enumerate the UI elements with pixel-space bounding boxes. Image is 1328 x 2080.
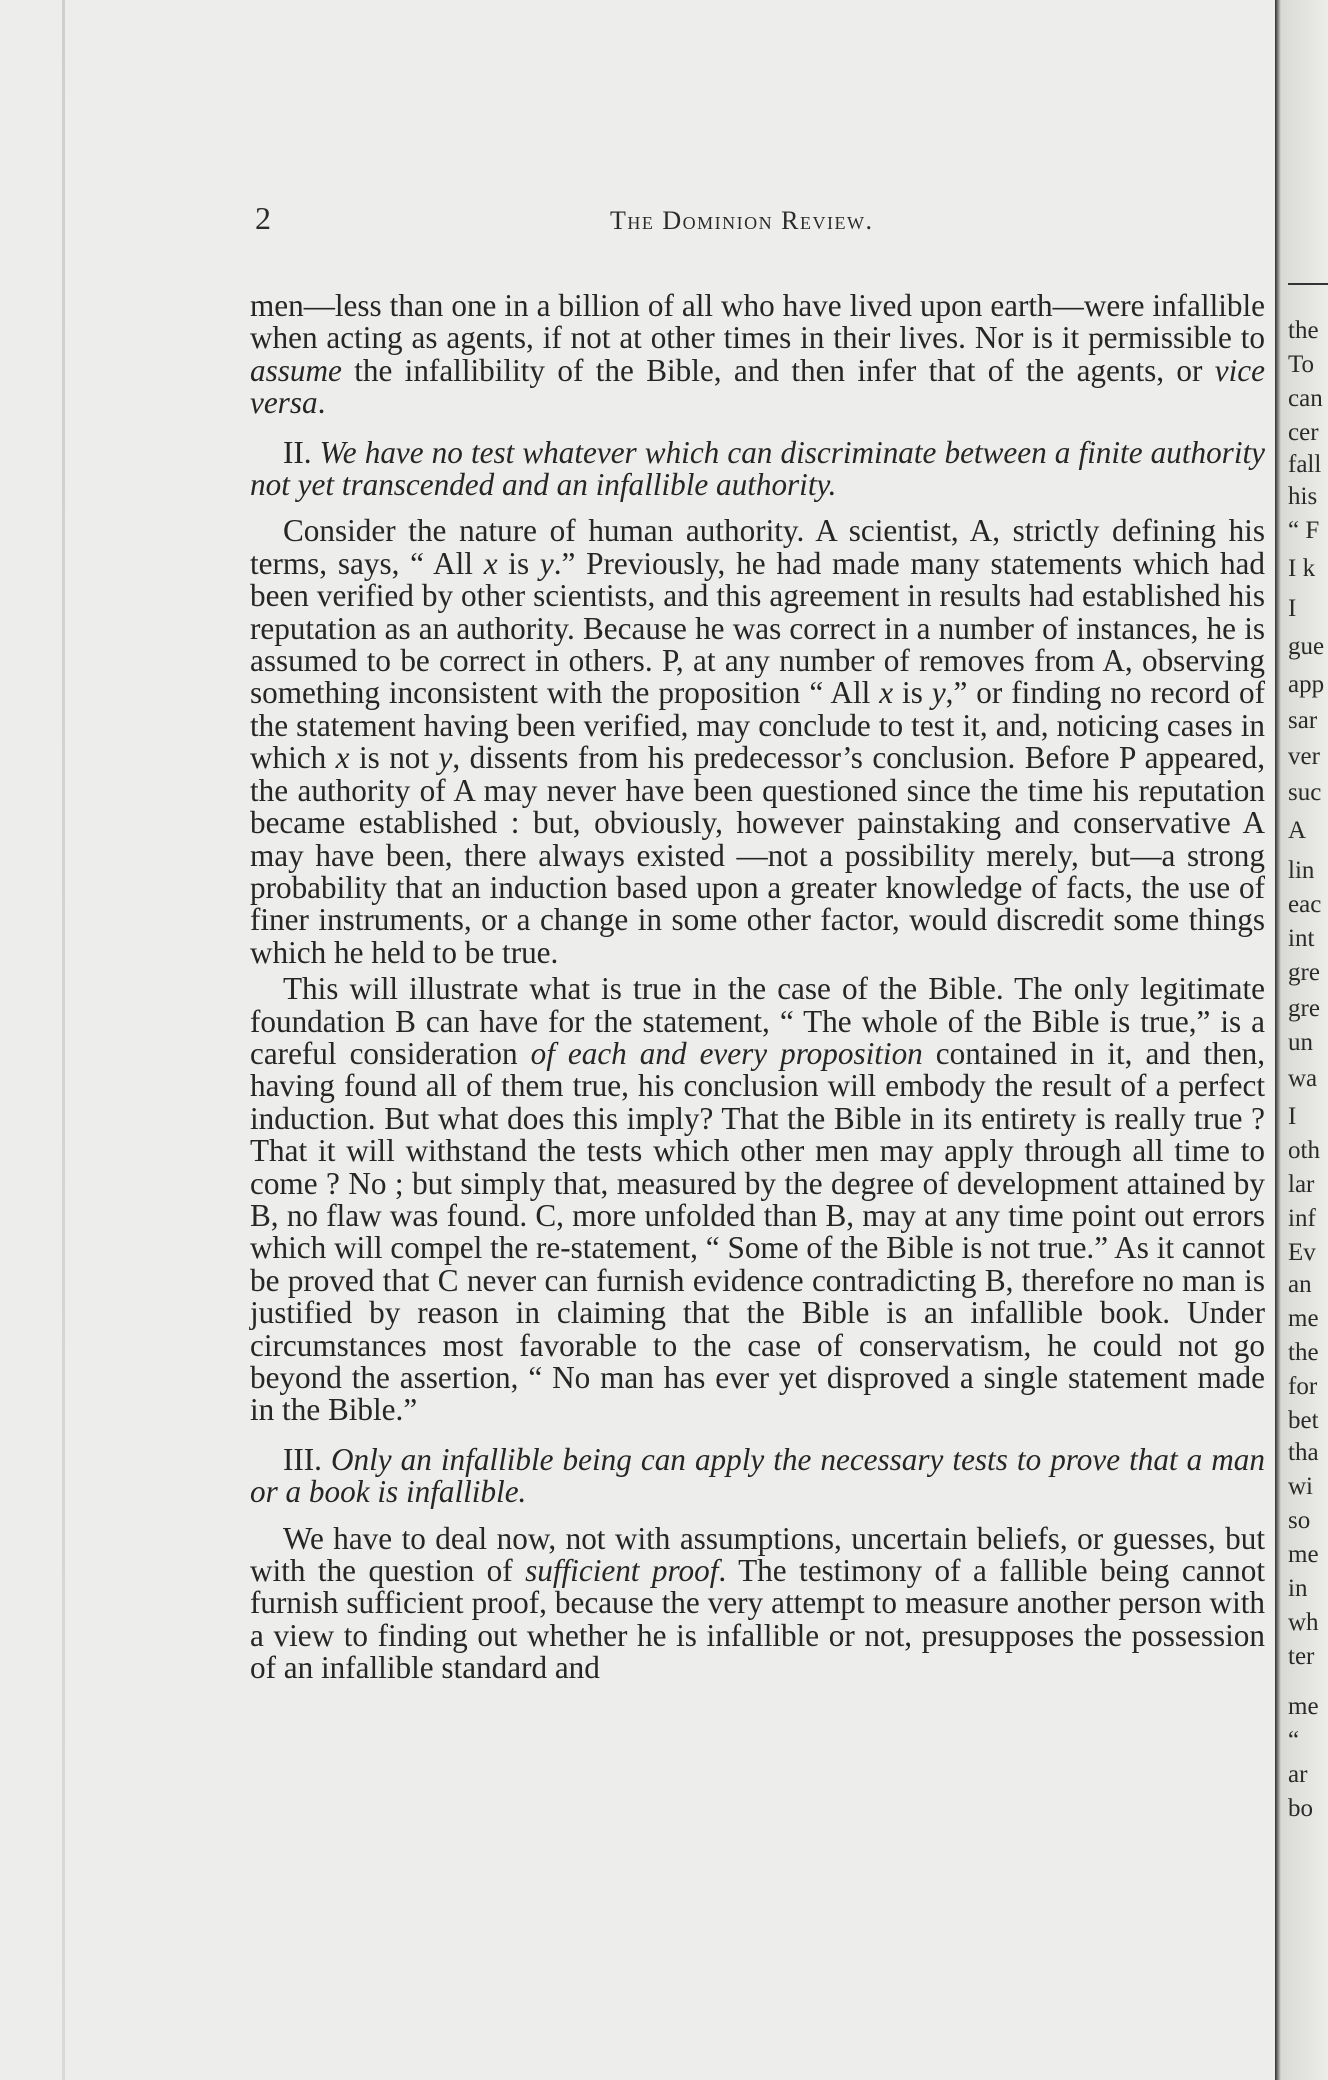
text-run: This will illustrate what is true in the case of the Bible. The only legitimate foundation B can have for the statement, “ The whole of the Bible is true,” is a careful consideration — [250, 971, 1265, 1071]
facing-page-fragment: oth — [1288, 1137, 1320, 1164]
facing-page-fragment: gre — [1288, 959, 1320, 986]
italic-text: We have no test whatever which can discriminate between a finite authority not yet transcended and an infallible authority. — [250, 434, 1265, 503]
facing-page-fragment: wh — [1288, 1609, 1319, 1636]
facing-page-fragment: inf — [1288, 1205, 1316, 1232]
facing-page-fragment: ver — [1288, 743, 1320, 770]
facing-page-fragment: gue — [1288, 633, 1325, 660]
facing-page-fragment: an — [1288, 1271, 1312, 1298]
facing-page-fragment: the — [1288, 317, 1319, 344]
facing-page-fragment: eac — [1288, 891, 1322, 918]
italic-text: y — [931, 675, 946, 711]
paragraph-bible-illustration — [250, 973, 1265, 1427]
body-text — [250, 290, 1265, 1685]
facing-page-fragment: Ev — [1288, 1239, 1316, 1266]
facing-page-fragment: the — [1288, 1339, 1319, 1366]
text-run: the infallibility of the Bible, and then infer that of the agents, or — [341, 352, 1215, 388]
facing-page-fragment: in — [1288, 1575, 1308, 1602]
facing-page-fragment: I k — [1288, 555, 1316, 582]
italic-text: assume — [250, 352, 342, 388]
text-run: is — [497, 545, 540, 581]
page-number: 2 — [255, 200, 271, 236]
facing-page-fragment: int — [1288, 925, 1315, 952]
facing-page-fragment: gre — [1288, 995, 1320, 1022]
facing-page-fragment: me — [1288, 1305, 1319, 1332]
text-run: , dissents from his predecessor’s conclusion. Before P appeared, the authority of A may never have been questioned since the time his reputation became established : but, obviously, however painstaking and conservative A may have been, there always existed —not a possibility merely, but—a strong probability that an induction based upon a greater knowledge of facts, the use of finer instruments, or a change in some other factor, would discredit some things which he held to be true. — [250, 740, 1266, 970]
italic-text: x — [335, 740, 350, 776]
running-head — [255, 200, 1255, 240]
paragraph-sufficient-proof — [250, 1520, 1265, 1686]
facing-page-fragment: app — [1288, 671, 1325, 698]
text-run: .” Previously, he had made many statements which had been verified by other scientists, and this agreement in results had established his reputation as an authority. Because he was correct in a number of instances, he is assumed to be correct in others. P, at any number of removes from A, observing something inconsistent with the proposition “ All — [250, 545, 1265, 711]
facing-page-fragment: tha — [1288, 1439, 1319, 1466]
facing-page-fragment: fall — [1288, 451, 1322, 478]
facing-page-fragment: me — [1288, 1541, 1319, 1568]
text-run: Consider the nature of human authority. A scientist, A, strictly defining his terms, says, “ All — [250, 513, 1265, 581]
facing-page-fragment: cer — [1288, 419, 1319, 446]
section-heading-iii — [250, 1441, 1265, 1510]
text-run: . The testimony of a fallible being cannot furnish sufficient proof, because the very attempt to measure another person with a view to finding out whether he is infallible or not, presupposes the possession of an infallible standard and — [250, 1553, 1265, 1686]
italic-text: vice versa — [250, 352, 1265, 421]
text-run: . — [317, 385, 326, 421]
facing-page-fragment: To — [1288, 351, 1315, 378]
italic-text: sufficient proof — [525, 1553, 719, 1589]
italic-text: y — [539, 545, 554, 581]
facing-page-fragment: so — [1288, 1507, 1311, 1534]
facing-page-fragment: me — [1288, 1693, 1319, 1720]
italic-text: y — [438, 740, 453, 776]
italic-text: Only an infallible being can apply the necessary tests to prove that a man or a book is infallible. — [250, 1441, 1265, 1510]
italic-text: of each and every proposition — [530, 1035, 923, 1071]
facing-page-fragment: bet — [1288, 1407, 1319, 1434]
italic-text: x — [483, 545, 498, 581]
text-run: ,” or finding no record of the statement having been verified, may conclude to test it, and, noticing cases in which — [250, 675, 1265, 776]
facing-page-fragment: wi — [1288, 1473, 1313, 1500]
facing-page-fragment: “ — [1288, 1727, 1300, 1754]
section-heading-ii — [250, 434, 1265, 503]
facing-page-fragment: can — [1288, 385, 1323, 412]
journal-title: The Dominion Review. — [610, 206, 874, 235]
facing-page-fragment: sar — [1288, 707, 1318, 734]
facing-page-fragment: his — [1288, 483, 1318, 510]
facing-page-fragment: I — [1288, 595, 1297, 622]
facing-page-fragment: ter — [1288, 1643, 1315, 1670]
text-run: We have to deal now, not with assumptions, uncertain beliefs, or guesses, but with the question of — [250, 1520, 1265, 1589]
facing-page-fragment: un — [1288, 1029, 1313, 1056]
text-run: contained in it, and then, having found all of them true, his conclusion will embody the result of a perfect induction. But what does this imply? That the Bible in its entirety is really true ? That it will withstand the tests which other men may apply through all time to come ? No ; but simply that, measured by the degree of development attained by B, no flaw was found. C, more unfolded than B, may at any time point out errors which will compel the re-statement, “ Some of the Bible is not true.” As it cannot be proved that C never can furnish evidence contradicting B, therefore no man is justified by reason in claiming that the Bible is an infallible book. Under circumstances most favorable to the case of conservatism, he could not go beyond the assertion, “ No man has ever yet disproved a single statement made in the Bible.” — [250, 1035, 1266, 1428]
facing-page-fragment: ar — [1288, 1761, 1308, 1788]
facing-page-rule — [1288, 283, 1328, 285]
text-run: II. — [283, 434, 320, 470]
text-run: III. — [283, 1441, 331, 1477]
italic-text: x — [879, 675, 894, 711]
text-run: is not — [349, 740, 439, 776]
facing-page-fragment: wa — [1288, 1065, 1318, 1092]
facing-page-fragment: A — [1288, 817, 1307, 844]
paragraph-continuation — [250, 290, 1265, 420]
paragraph-human-authority — [250, 515, 1265, 969]
facing-page-fragment: for — [1288, 1373, 1318, 1400]
facing-page-fragment: lar — [1288, 1171, 1315, 1198]
facing-page-fragment: lin — [1288, 857, 1315, 884]
text-run: men—less than one in a billion of all who have lived upon earth—were infallible when acting as agents, if not at other times in their lives. Nor is it permissible to — [250, 288, 1265, 356]
facing-page-fragment: suc — [1288, 779, 1322, 806]
facing-page-fragment: I — [1288, 1103, 1297, 1130]
facing-page-fragment: “ F — [1288, 517, 1320, 544]
text-run: is — [893, 675, 932, 711]
facing-page-fragment: bo — [1288, 1795, 1313, 1822]
